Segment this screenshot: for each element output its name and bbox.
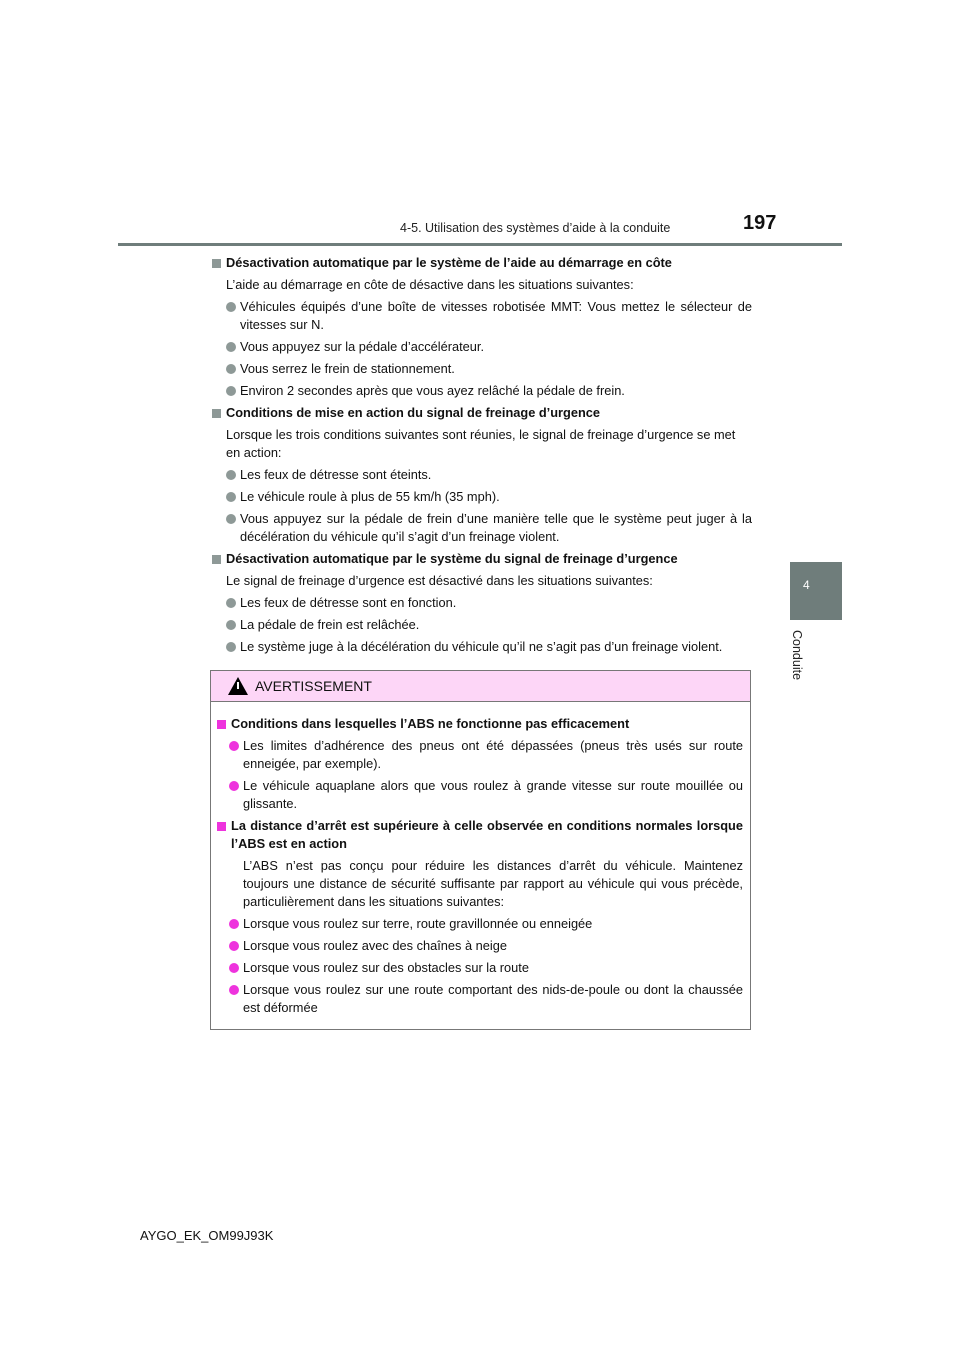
warning-heading: La distance d’arrêt est supérieure à celle observée en conditions normales lorsque l’ABS est en action [217, 817, 743, 853]
list-item: Les feux de détresse sont éteints. [210, 466, 752, 484]
section-intro: Le signal de freinage d’urgence est désactivé dans les situations suivantes: [226, 573, 653, 588]
warning-box [210, 670, 751, 1030]
list-item: Véhicules équipés d’une boîte de vitesses robotisée MMT: Vous mettez le sélecteur de vitesses sur N. [210, 298, 752, 334]
document-code: AYGO_EK_OM99J93K [140, 1228, 274, 1243]
list-item: Les limites d’adhérence des pneus ont été dépassées (pneus très usés sur route enneigée, par exemple). [217, 737, 743, 773]
list-item: Le véhicule aquaplane alors que vous roulez à grande vitesse sur route mouillée ou glissante. [217, 777, 743, 813]
warning-heading: Conditions dans lesquelles l’ABS ne fonctionne pas efficacement [217, 715, 743, 733]
list-item: Lorsque vous roulez avec des chaînes à neige [217, 937, 743, 955]
section-heading: Conditions de mise en action du signal de freinage d’urgence [210, 404, 752, 422]
chapter-number: 4 [803, 578, 810, 592]
warning-triangle-icon [228, 677, 248, 695]
warning-body [211, 702, 750, 1017]
list-item: Le véhicule roule à plus de 55 km/h (35 mph). [210, 488, 752, 506]
section-heading: Désactivation automatique par le système du signal de freinage d’urgence [210, 550, 752, 568]
list-item: La pédale de frein est relâchée. [210, 616, 752, 634]
section-intro: Lorsque les trois conditions suivantes sont réunies, le signal de freinage d’urgence se met en action: [226, 427, 736, 460]
section-intro: L’aide au démarrage en côte de désactive dans les situations suivantes: [226, 277, 634, 292]
list-item: Vous appuyez sur la pédale de frein d’une manière telle que le système peut juger à la décélération du véhicule qu’il s’agit d’un freinage violent. [210, 510, 752, 546]
list-item: Vous serrez le frein de stationnement. [210, 360, 752, 378]
section-header: 4-5. Utilisation des systèmes d’aide à la conduite [400, 221, 671, 235]
main-content [210, 254, 752, 660]
list-item: Environ 2 secondes après que vous ayez relâché la pédale de frein. [210, 382, 752, 400]
list-item: Lorsque vous roulez sur une route comportant des nids-de-poule ou dont la chaussée est déformée [217, 981, 743, 1017]
warning-intro: L’ABS n’est pas conçu pour réduire les distances d’arrêt du véhicule. Maintenez toujours une distance de sécurité suffisante par rapport au véhicule qui vous précède, particulièrement dans les situations suivantes: [243, 858, 743, 909]
list-item: Le système juge à la décélération du véhicule qu’il ne s’agit pas d’un freinage violent. [210, 638, 752, 656]
warning-title: AVERTISSEMENT [255, 678, 372, 694]
warning-header [211, 671, 750, 702]
list-item: Lorsque vous roulez sur des obstacles sur la route [217, 959, 743, 977]
page-number: 197 [743, 212, 777, 234]
chapter-tab [790, 562, 842, 620]
chapter-label: Conduite [790, 630, 804, 681]
section-heading: Désactivation automatique par le système de l’aide au démarrage en côte [210, 254, 752, 272]
list-item: Les feux de détresse sont en fonction. [210, 594, 752, 612]
header-divider [118, 243, 842, 246]
list-item: Vous appuyez sur la pédale d’accélérateur. [210, 338, 752, 356]
list-item: Lorsque vous roulez sur terre, route gravillonnée ou enneigée [217, 915, 743, 933]
